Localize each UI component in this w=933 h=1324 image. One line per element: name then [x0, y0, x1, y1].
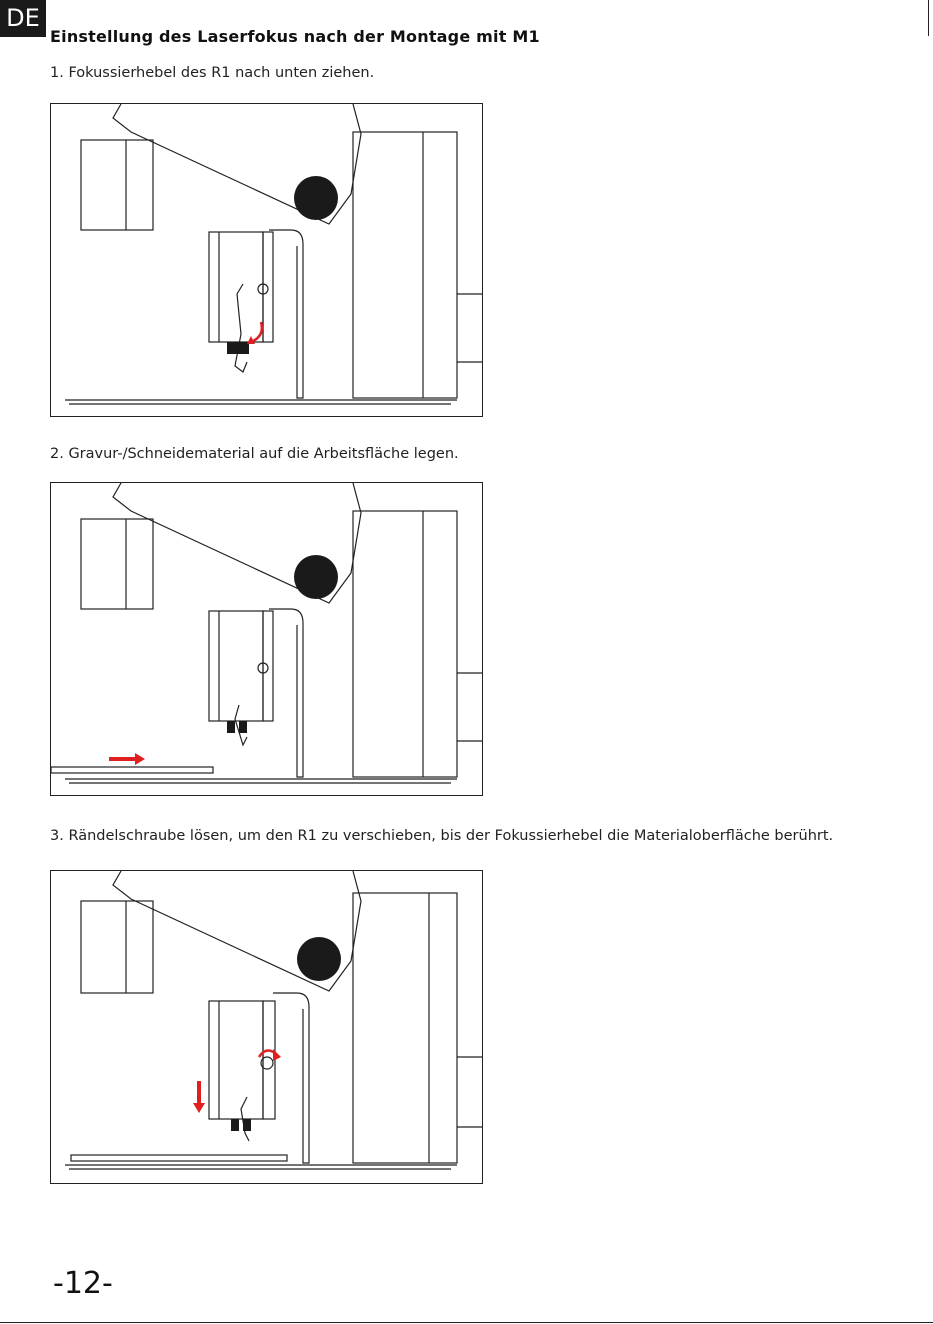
crop-mark [928, 0, 929, 36]
step-2-text: 2. Gravur-/Schneidematerial auf die Arbeitsfläche legen. [50, 446, 459, 462]
language-badge: DE [0, 0, 46, 37]
step-3-text: 3. Rändelschraube lösen, um den R1 zu verschieben, bis der Fokussierhebel die Materialoberfläche berührt. [50, 828, 834, 844]
page-number: -12- [53, 1266, 113, 1301]
step-3-illustration [50, 870, 483, 1184]
knob [294, 555, 338, 599]
knob [297, 937, 341, 981]
page-title: Einstellung des Laserfokus nach der Montage mit M1 [50, 27, 540, 46]
bottom-rule [0, 1322, 933, 1323]
step-2-illustration [50, 482, 483, 796]
step-1-text: 1. Fokussierhebel des R1 nach unten ziehen. [50, 65, 375, 81]
knob [294, 176, 338, 220]
step-1-illustration [50, 103, 483, 417]
